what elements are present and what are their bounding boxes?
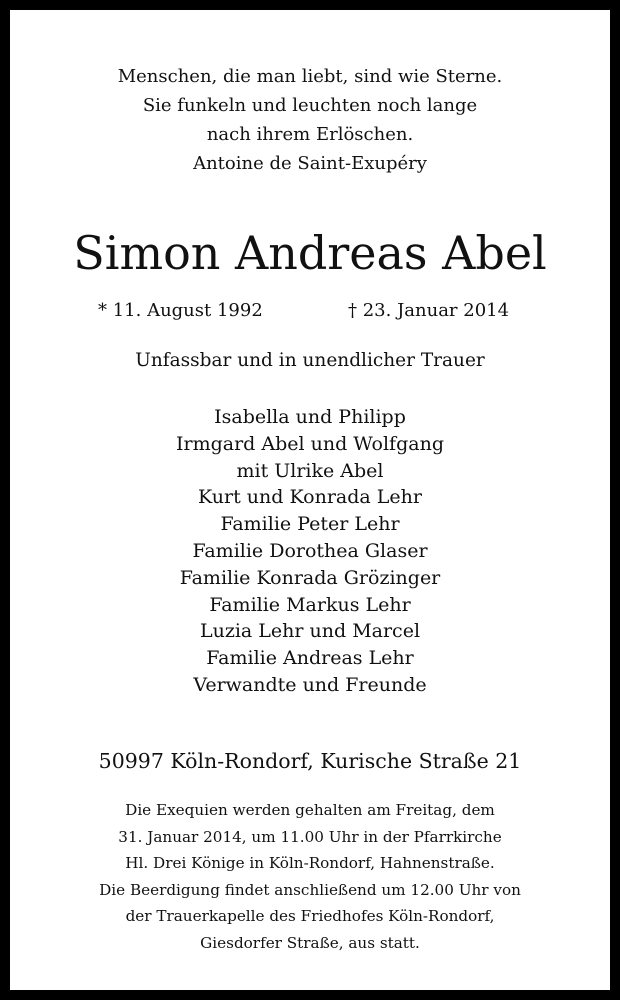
mourner-item: Familie Markus Lehr (209, 593, 411, 616)
service-line: Die Beerdigung findet anschließend um 12.00 Uhr von (99, 880, 521, 899)
service-line: Hl. Drei Könige in Köln-Rondorf, Hahnenstraße. (125, 854, 495, 873)
service-line: 31. Januar 2014, um 11.00 Uhr in der Pfarrkirche (118, 827, 502, 846)
family-address: 50997 Köln-Rondorf, Kurische Straße 21 (98, 749, 522, 773)
mourner-item: Kurt und Konrada Lehr (198, 486, 422, 509)
mourner-item: Familie Konrada Grözinger (179, 566, 441, 589)
mourner-item: Verwandte und Freunde (193, 673, 427, 696)
mourner-item: mit Ulrike Abel (236, 459, 384, 482)
deceased-name: Simon Andreas Abel (73, 226, 547, 280)
death-date: † 23. Januar 2014 (348, 300, 510, 321)
life-dates (10, 296, 610, 326)
mourner-item: Luzia Lehr und Marcel (199, 620, 421, 643)
service-line: Die Exequien werden gehalten am Freitag, dem (125, 801, 495, 819)
mourner-item: Familie Dorothea Glaser (192, 539, 428, 562)
memorial-quote (10, 62, 610, 178)
mourners-list (10, 404, 610, 699)
service-line: Giesdorfer Straße, aus statt. (200, 933, 420, 952)
mourner-item: Irmgard Abel und Wolfgang (176, 432, 444, 455)
quote-line: Menschen, die man liebt, sind wie Sterne. (117, 66, 503, 87)
quote-author: Antoine de Saint-Exupéry (193, 153, 427, 174)
service-line: der Trauerkapelle des Friedhofes Köln-Rondorf, (125, 907, 495, 926)
mourning-intro: Unfassbar und in unendlicher Trauer (135, 350, 485, 371)
mourner-item: Familie Andreas Lehr (206, 647, 414, 670)
mourner-item: Familie Peter Lehr (220, 513, 400, 536)
birth-date: * 11. August 1992 (98, 300, 263, 321)
mourner-item: Isabella und Philipp (214, 406, 406, 428)
quote-line: Sie funkeln und leuchten noch lange (142, 95, 478, 116)
quote-line: nach ihrem Erlöschen. (206, 124, 414, 145)
funeral-service-info (10, 797, 610, 957)
